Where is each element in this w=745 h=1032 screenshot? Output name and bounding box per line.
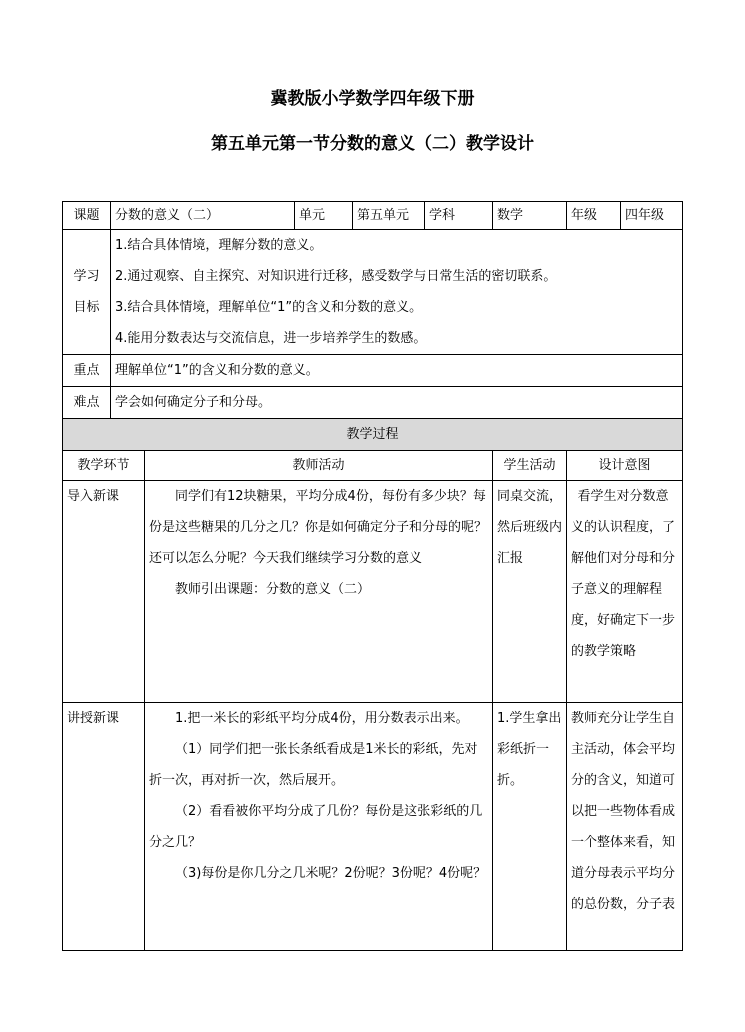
stage-cell: 导入新课 [63,481,145,703]
grade-value: 四年级 [621,202,683,230]
process-heading: 教学过程 [63,419,683,451]
process-row [63,703,683,951]
goal-item: 4.能用分数表达与交流信息，进一步培养学生的数感。 [115,331,427,346]
stage-cell: 讲授新课 [63,703,145,951]
document-title: 冀教版小学数学四年级下册 [270,89,475,109]
subject-label: 学科 [425,202,493,230]
teacher-activity-cell [145,703,493,951]
goals-label [63,230,111,355]
teacher-paragraph: （3)每份是你几分之几米呢？2份呢？3份呢？4份呢？ [175,866,487,881]
teacher-activity-cell [145,481,493,703]
goals-list [111,230,683,355]
intent-paragraph: 教师充分让学生自主活动，体会平均分的含义，知道可以把一些物体看成一个整体来看，知道分母表示平均分的总份数，分子表 [571,711,676,912]
teacher-paragraph: （1）同学们把一张长条纸看成是1米长的彩纸，先对折一次，再对折一次，然后展开。 [149,742,478,788]
design-intent-cell [567,481,683,703]
student-paragraph: 同桌交流，然后班级内汇报 [497,489,563,566]
goals-label-line2: 目标 [73,300,100,315]
difficulty-row [63,387,683,419]
goal-item: 3.结合具体情境，理解单位“1”的含义和分数的意义。 [115,300,423,315]
key-point-row [63,355,683,387]
teacher-paragraph: 1.把一米长的彩纸平均分成4份，用分数表示出来。 [175,711,469,726]
process-row [63,481,683,703]
process-header-row [63,451,683,481]
process-heading-row [63,419,683,451]
difficulty-label: 难点 [63,387,111,419]
topic-value: 分数的意义（二） [111,202,295,230]
key-point-label: 重点 [63,355,111,387]
teacher-paragraph: 同学们有12块糖果，平均分成4份，每份有多少块？每份是这些糖果的几分之几？你是如何确定分子和分母的呢？还可以怎么分呢？今天我们继续学习分数的意义 [149,489,488,566]
student-paragraph: 1.学生拿出彩纸折一折。 [497,711,562,788]
key-point-value: 理解单位“1”的含义和分数的意义。 [111,355,683,387]
lesson-plan-table [62,201,683,951]
unit-label: 单元 [295,202,353,230]
teacher-paragraph: 教师引出课题：分数的意义（二） [175,582,371,597]
grade-label: 年级 [567,202,621,230]
goal-item: 2.通过观察、自主探究、对知识进行迁移，感受数学与日常生活的密切联系。 [115,269,557,284]
column-header-teacher: 教师活动 [145,451,493,481]
difficulty-value: 学会如何确定分子和分母。 [111,387,683,419]
teacher-paragraph: （2）看看被你平均分成了几份？每份是这张彩纸的几分之几？ [149,804,483,850]
student-activity-cell [493,481,567,703]
column-header-intent: 设计意图 [567,451,683,481]
info-row [63,202,683,230]
student-activity-cell [493,703,567,951]
column-header-stage: 教学环节 [63,451,145,481]
document-subtitle: 第五单元第一节分数的意义（二）教学设计 [211,134,534,154]
goal-item: 1.结合具体情境，理解分数的意义。 [115,238,323,253]
topic-label: 课题 [63,202,111,230]
design-intent-cell [567,703,683,951]
subject-value: 数学 [493,202,567,230]
goals-label-line1: 学习 [73,269,100,284]
unit-value: 第五单元 [353,202,425,230]
intent-paragraph: 看学生对分数意义的认识程度，了解他们对分母和分子意义的理解程度，好确定下一步的教学策略 [571,489,676,659]
column-header-student: 学生活动 [493,451,567,481]
goals-row [63,230,683,355]
